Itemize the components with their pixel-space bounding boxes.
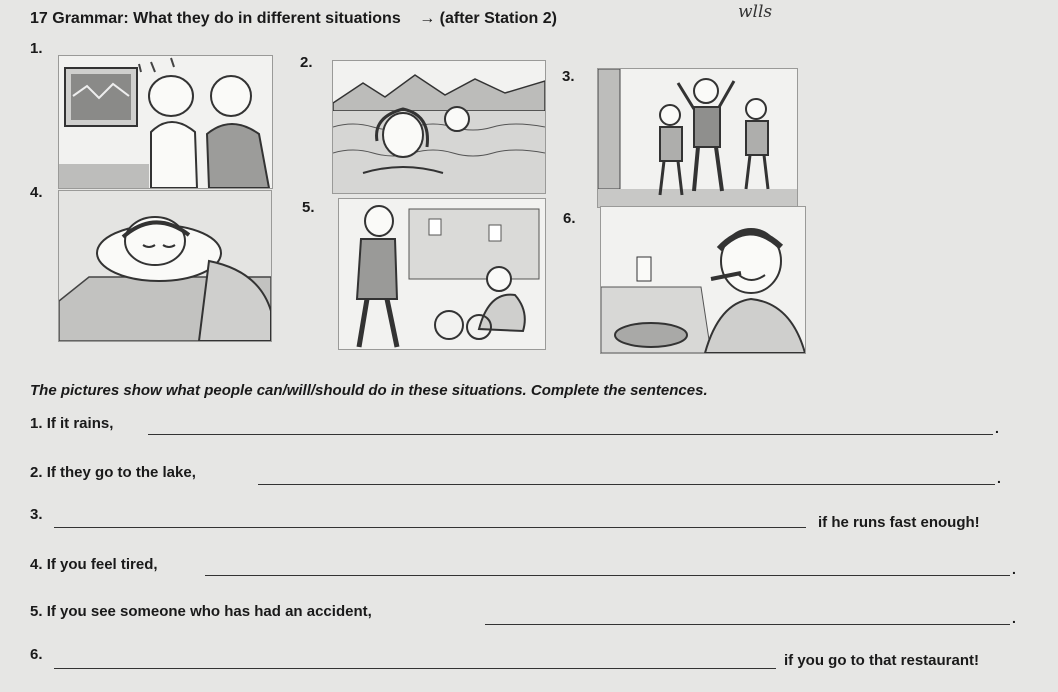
- panel-number-3: 3.: [562, 68, 575, 85]
- exercise-title: Grammar: What they do in different situations: [52, 10, 401, 27]
- exercise-number: 17: [30, 10, 48, 27]
- picture-accident: [338, 198, 546, 350]
- picture-sleeping: [58, 190, 272, 342]
- sentence-2: [30, 464, 196, 481]
- sentence-3-end: if he runs fast enough!: [818, 514, 980, 531]
- answer-line-1[interactable]: [148, 434, 993, 435]
- panel-number-2: 2.: [300, 54, 313, 71]
- sentence-3: [30, 506, 43, 523]
- sentence-6-end: if you go to that restaurant!: [784, 652, 979, 669]
- picture-swimming-lake: [332, 60, 546, 194]
- sentence-5-end: .: [1012, 610, 1016, 626]
- sentence-6: [30, 646, 43, 663]
- answer-line-5[interactable]: [485, 624, 1010, 625]
- sentence-1-text: If it rains,: [46, 415, 114, 432]
- sentence-5: [30, 603, 372, 620]
- picture-watching-tv: [58, 55, 273, 189]
- sentence-4-end: .: [1012, 561, 1016, 577]
- sentence-2-number: 2.: [30, 464, 43, 481]
- panel-number-5: 5.: [302, 199, 315, 216]
- sentence-6-number: 6.: [30, 646, 43, 663]
- sentence-1-number: 1.: [30, 415, 43, 432]
- sentence-4-text: If you feel tired,: [46, 556, 158, 573]
- exercise-heading: [30, 10, 557, 28]
- picture-running-race: [597, 68, 798, 208]
- sentence-5-number: 5.: [30, 603, 43, 620]
- sentence-2-text: If they go to the lake,: [46, 464, 196, 481]
- panel-number-1: 1.: [30, 40, 43, 57]
- after-station-note: (after Station 2): [439, 10, 557, 27]
- sentence-4-number: 4.: [30, 556, 43, 573]
- picture-restaurant: [600, 206, 806, 354]
- arrow-icon: →: [419, 10, 436, 27]
- answer-line-2[interactable]: [258, 484, 995, 485]
- sentence-4: [30, 556, 158, 573]
- answer-line-3[interactable]: [54, 527, 806, 528]
- sentence-1-end: .: [995, 420, 999, 436]
- sentence-3-number: 3.: [30, 506, 43, 523]
- panel-number-4: 4.: [30, 184, 43, 201]
- answer-line-4[interactable]: [205, 575, 1010, 576]
- answer-line-6[interactable]: [54, 668, 776, 669]
- handwritten-note: wlls: [738, 2, 773, 22]
- sentence-2-end: .: [997, 470, 1001, 486]
- instruction-text: The pictures show what people can/will/should do in these situations. Complete the sentences.: [30, 382, 708, 399]
- panel-number-6: 6.: [563, 210, 576, 227]
- sentence-5-text: If you see someone who has had an accident,: [46, 603, 372, 620]
- sentence-1: [30, 415, 113, 432]
